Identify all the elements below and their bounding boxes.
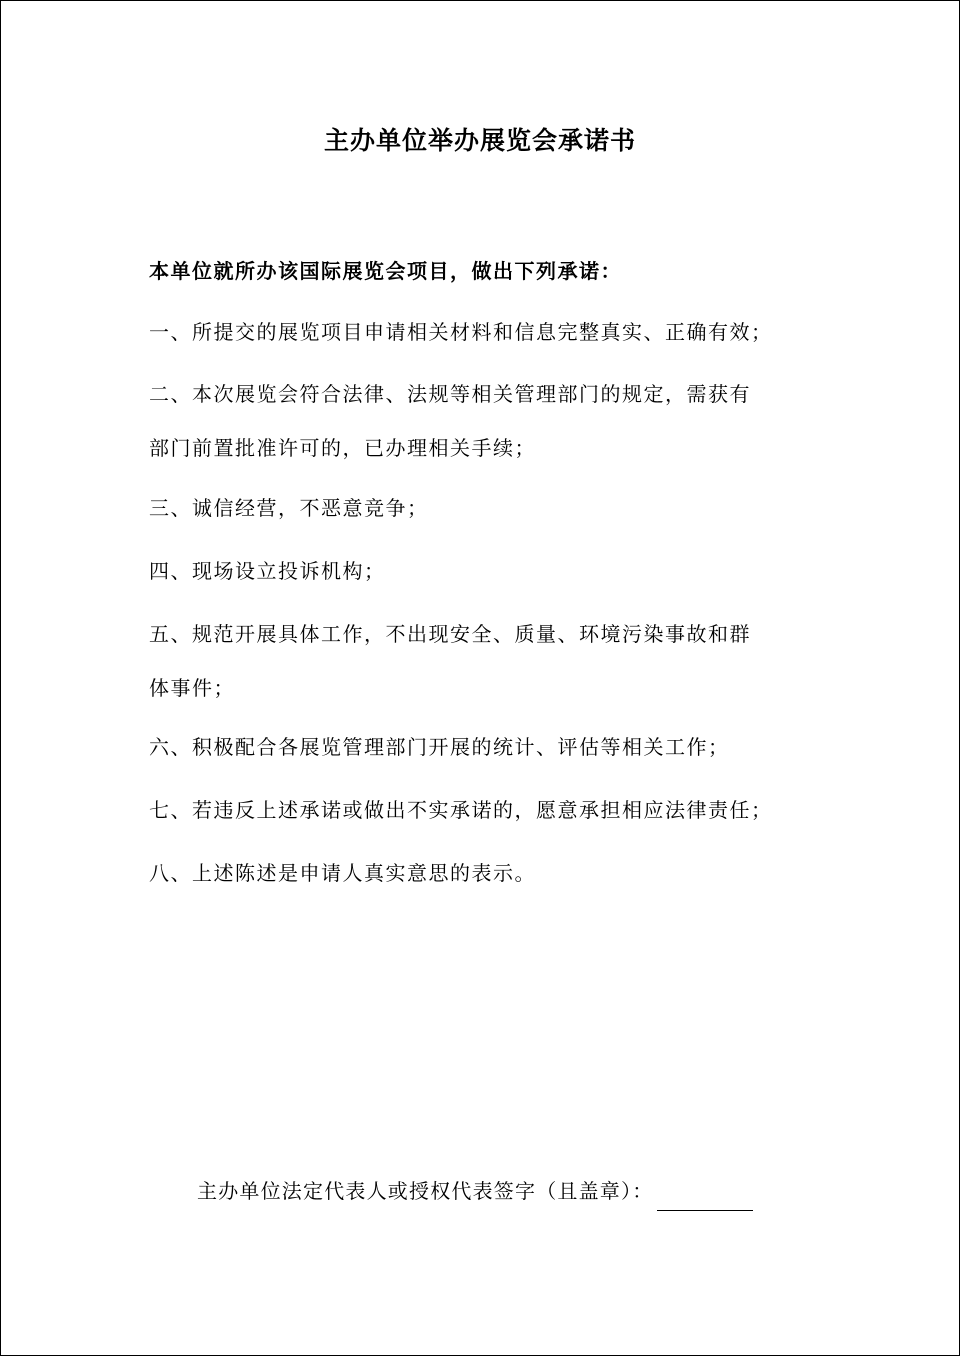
commitment-line: 八、上述陈述是申请人真实意思的表示。	[149, 861, 536, 885]
commitment-line: 二、本次展览会符合法律、法规等相关管理部门的规定，需获有	[149, 382, 751, 406]
commitment-line: 五、规范开展具体工作，不出现安全、质量、环境污染事故和群	[149, 622, 751, 646]
signature-block	[197, 1171, 753, 1211]
commitment-line: 七、若违反上述承诺或做出不实承诺的，愿意承担相应法律责任；	[149, 798, 773, 822]
commitment-item-8	[149, 846, 849, 900]
signature-label: 主办单位法定代表人或授权代表签字（且盖章）：	[197, 1179, 654, 1203]
commitment-item-7	[149, 783, 849, 837]
document-title: 主办单位举办展览会承诺书	[323, 126, 636, 155]
commitment-item-6	[149, 720, 849, 774]
commitment-line: 体事件；	[149, 676, 235, 700]
intro-text: 本单位就所办该国际展览会项目，做出下列承诺：	[149, 259, 622, 283]
commitment-line: 三、诚信经营，不恶意竞争；	[149, 496, 429, 520]
commitment-item-4	[149, 544, 849, 598]
commitment-item-1	[149, 305, 849, 359]
signature-line[interactable]	[657, 1186, 753, 1211]
commitment-line: 一、所提交的展览项目申请相关材料和信息完整真实、正确有效；	[149, 320, 773, 344]
commitment-item-5	[149, 607, 849, 715]
commitment-line: 部门前置批准许可的，已办理相关手续；	[149, 436, 536, 460]
commitment-item-3	[149, 481, 849, 535]
commitment-line: 六、积极配合各展览管理部门开展的统计、评估等相关工作；	[149, 735, 730, 759]
commitment-item-2	[149, 367, 849, 475]
commitment-line: 四、现场设立投诉机构；	[149, 559, 386, 583]
